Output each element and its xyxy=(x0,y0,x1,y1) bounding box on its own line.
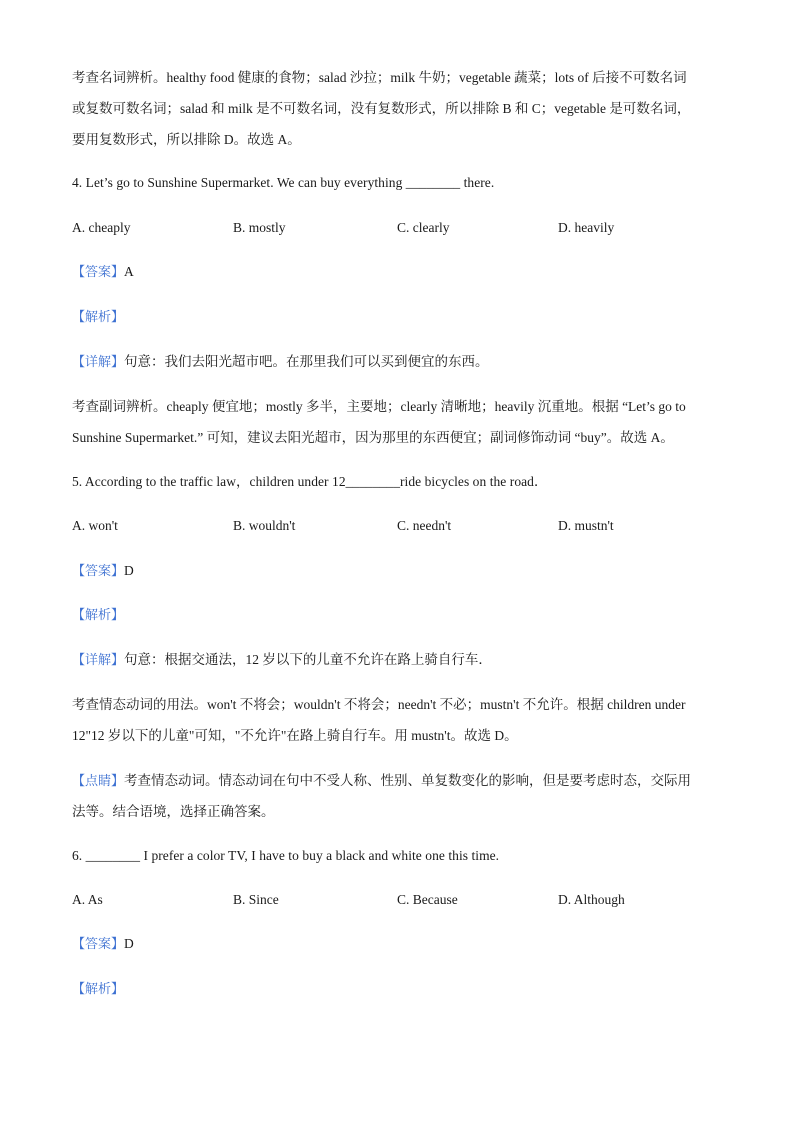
analysis-label xyxy=(72,979,124,1000)
tip-tag: 【点睛】 xyxy=(72,774,125,789)
option-c: C. clearly xyxy=(397,220,450,235)
intro-explanation xyxy=(72,62,722,155)
option-b: B. Since xyxy=(233,892,279,907)
option-c: C. needn't xyxy=(397,518,452,533)
text-line: 12"12 岁以下的儿童"可知，"不允许"在路上骑自行车。用 mustn't。故选 D。 xyxy=(72,728,518,743)
text-line: 考查副词辨析。cheaply 便宜地；mostly 多半，主要地；clearly 清晰地；heavily 沉重地。根据 “Let’s go to xyxy=(72,399,686,414)
text-line: 要用复数形式，所以排除 D。故选 A。 xyxy=(72,132,301,147)
option-b: B. mostly xyxy=(233,220,286,235)
analysis-label xyxy=(72,605,124,626)
text-line: 考查情态动词的用法。won't 不将会；wouldn't 不将会；needn't 不必；mustn't 不允许。根据 children under xyxy=(72,697,686,712)
answer-value: D xyxy=(124,936,134,951)
answer-tag: 【答案】 xyxy=(72,937,125,952)
option-c: C. Because xyxy=(397,892,458,907)
text-line: 考查名词辨析。healthy food 健康的食物；salad 沙拉；milk 牛奶；vegetable 蔬菜；lots of 后接不可数名词 xyxy=(72,70,687,85)
option-d: D. mustn't xyxy=(558,518,614,533)
text-line: Sunshine Supermarket.” 可知，建议去阳光超市，因为那里的东西便宜；副词修饰动词 “buy”。故选 A。 xyxy=(72,430,674,445)
text-line: 法等。结合语境，选择正确答案。 xyxy=(72,804,275,819)
analysis-tag: 【解析】 xyxy=(72,608,125,623)
option-d: D. Although xyxy=(558,892,625,907)
question-6-options xyxy=(72,890,722,910)
detail-tag: 【详解】 xyxy=(72,355,125,370)
question-5-text: 5. According to the traffic law，children under 12________ride bicycles on the road． xyxy=(72,474,548,489)
question-4-explanation xyxy=(72,391,722,453)
answer-value: D xyxy=(124,563,134,578)
option-a: A. As xyxy=(72,892,103,907)
analysis-tag: 【解析】 xyxy=(72,310,125,325)
option-d: D. heavily xyxy=(558,220,615,235)
question-5-explanation xyxy=(72,689,722,751)
detail-text: 句意：根据交通法，12 岁以下的儿童不允许在路上骑自行车． xyxy=(124,652,492,667)
answer-label xyxy=(72,262,134,283)
question-6-text: 6. ________ I prefer a color TV, I have to buy a black and white one this time. xyxy=(72,848,500,863)
option-a: A. won't xyxy=(72,518,118,533)
text-line xyxy=(72,765,722,796)
tip-text: 考查情态动词。情态动词在句中不受人称、性别、单复数变化的影响，但是要考虑时态，交际用 xyxy=(124,773,692,788)
answer-label xyxy=(72,934,134,955)
analysis-tag: 【解析】 xyxy=(72,982,125,997)
text-line: 或复数可数名词；salad 和 milk 是不可数名词，没有复数形式，所以排除 B 和 C；vegetable 是可数名词， xyxy=(72,101,691,116)
detail-line xyxy=(72,650,492,671)
answer-value: A xyxy=(124,264,134,279)
answer-label xyxy=(72,561,134,582)
question-5-options xyxy=(72,516,722,536)
question-4-options xyxy=(72,218,722,238)
analysis-label xyxy=(72,307,124,328)
option-a: A. cheaply xyxy=(72,220,131,235)
answer-tag: 【答案】 xyxy=(72,265,125,280)
detail-line xyxy=(72,352,489,373)
answer-tag: 【答案】 xyxy=(72,564,125,579)
detail-tag: 【详解】 xyxy=(72,653,125,668)
option-b: B. wouldn't xyxy=(233,518,296,533)
question-4-text: 4. Let’s go to Sunshine Supermarket. We can buy everything ________ there. xyxy=(72,175,495,190)
detail-text: 句意：我们去阳光超市吧。在那里我们可以买到便宜的东西。 xyxy=(124,354,489,369)
question-5-tip xyxy=(72,765,722,827)
